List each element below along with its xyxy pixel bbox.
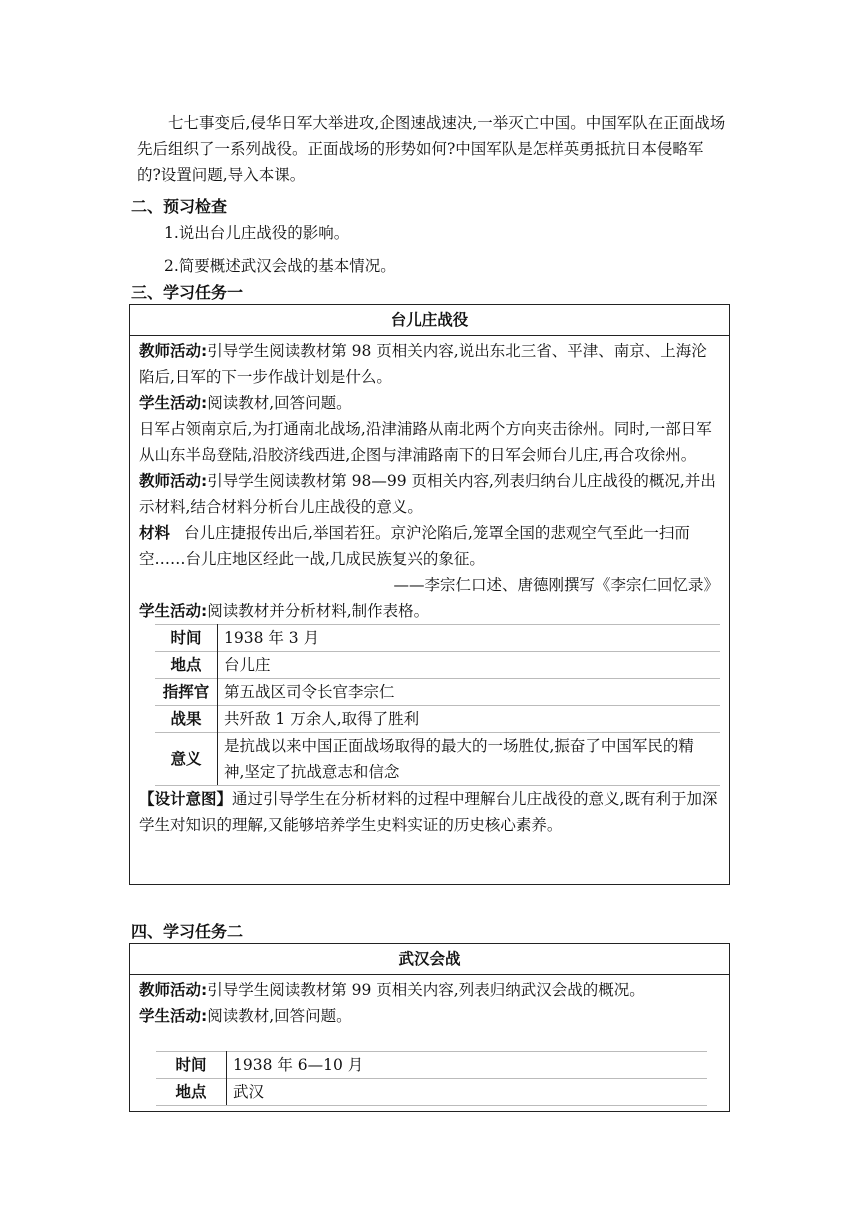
- preview-item-2: 2.简要概述武汉会战的基本情况。: [164, 257, 396, 275]
- task-2-box: [129, 943, 730, 1112]
- design-intent: 【设计意图】通过引导学生在分析材料的过程中理解台儿庄战役的意义,既有利于加深学生对知识的理解,又能够培养学生史料实证的历史核心素养。: [139, 790, 718, 834]
- section-2-heading: 二、预习检查: [131, 197, 228, 216]
- teacher-label: 教师活动:: [139, 472, 208, 490]
- preview-item-1: 1.说出台儿庄战役的影响。: [164, 224, 350, 242]
- material-source: ——李宗仁口述、唐德刚撰写《李宗仁回忆录》: [393, 576, 719, 594]
- answer-text: 日军占领南京后,为打通南北战场,沿津浦路从南北两个方向夹击徐州。同时,一部日军从山东半岛登陆,沿胶济线西进,企图与津浦路南下的日军会师台儿庄,再合攻徐州。: [139, 420, 712, 464]
- task-1-box: [129, 304, 730, 885]
- wuhan-summary-table: [156, 1051, 707, 1106]
- table-row: 意义 是抗战以来中国正面战场取得的最大的一场胜仗,振奋了中国军民的精神,坚定了抗战意志和信念: [155, 733, 720, 786]
- teacher-label: 教师活动:: [139, 342, 208, 360]
- material-quote: 材料 台儿庄捷报传出后,举国若狂。京沪沦陷后,笼罩全国的悲观空气至此一扫而空……台儿庄地区经此一战,几成民族复兴的象征。: [139, 524, 690, 568]
- table-row: 时间 1938 年 6—10 月: [156, 1052, 707, 1079]
- task-1-title: 台儿庄战役: [130, 305, 729, 336]
- teacher-activity-2: 教师活动:引导学生阅读教材第 98—99 页相关内容,列表归纳台儿庄战役的概况,并出示材料,结合材料分析台儿庄战役的意义。: [139, 472, 716, 516]
- section-4-heading: 四、学习任务二: [131, 922, 244, 941]
- teacher-label: 教师活动:: [139, 981, 208, 999]
- table-row: 地点 武汉: [156, 1079, 707, 1106]
- student-activity-2: 学生活动:阅读教材并分析材料,制作表格。: [139, 602, 430, 620]
- student-activity-1: 学生活动:阅读教材,回答问题。: [139, 394, 352, 412]
- student-activity-3: 学生活动:阅读教材,回答问题。: [139, 1007, 352, 1025]
- teacher-activity-1: 教师活动:引导学生阅读教材第 98 页相关内容,说出东北三省、平津、南京、上海沦陷后,日军的下一步作战计划是什么。: [139, 342, 707, 386]
- intro-paragraph: 七七事变后,侵华日军大举进攻,企图速战速决,一举灭亡中国。中国军队在正面战场先后组织了一系列战役。正面战场的形势如何?中国军队是怎样英勇抵抗日本侵略军的?设置问题,导入本课。: [137, 114, 726, 184]
- table-row: 时间 1938 年 3 月: [155, 625, 720, 652]
- design-label: 【设计意图】: [139, 790, 233, 808]
- student-label: 学生活动:: [139, 602, 208, 620]
- table-row: 地点 台儿庄: [155, 652, 720, 679]
- section-3-heading: 三、学习任务一: [131, 283, 244, 302]
- taierzhuang-summary-table: [155, 624, 720, 786]
- task-2-title: 武汉会战: [130, 944, 729, 975]
- student-label: 学生活动:: [139, 394, 208, 412]
- task-2-body: [130, 975, 729, 1106]
- table-row: 指挥官 第五战区司令长官李宗仁: [155, 679, 720, 706]
- student-label: 学生活动:: [139, 1007, 208, 1025]
- task-1-body: [130, 336, 729, 838]
- table-row: 战果 共歼敌 1 万余人,取得了胜利: [155, 706, 720, 733]
- teacher-activity-3: 教师活动:引导学生阅读教材第 99 页相关内容,列表归纳武汉会战的概况。: [139, 981, 645, 999]
- material-label: 材料: [139, 524, 171, 542]
